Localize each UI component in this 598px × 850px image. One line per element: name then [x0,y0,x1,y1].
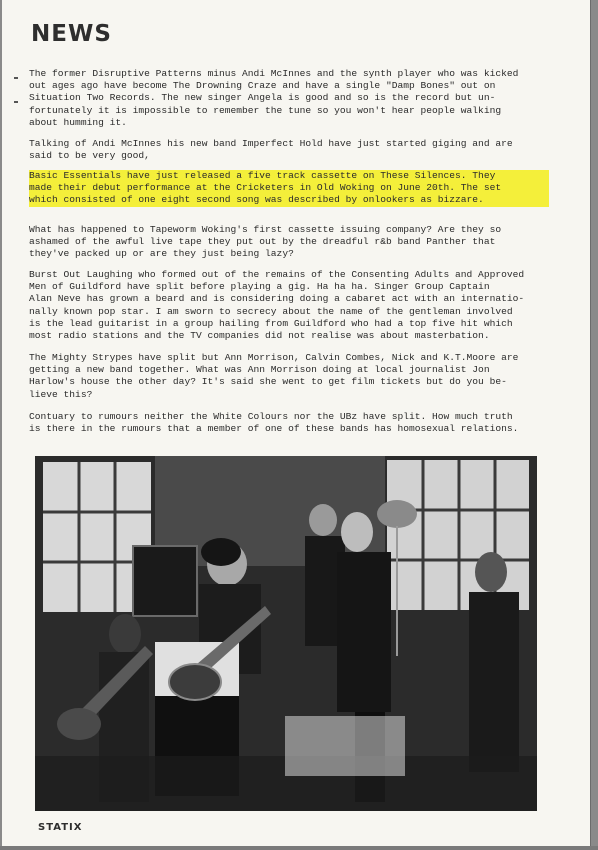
text-line: most radio stations and the TV companies did not realise was about masterbation. [29,330,490,342]
text-line: The Mighty Strypes have split but Ann Morrison, Calvin Combes, Nick and K.T.Moore are [29,352,519,363]
margin-mark [14,77,18,79]
text-line: nally known pop star. I am sworn to secrecy about the name of the gentleman involved [29,305,513,317]
magazine-name-footer: STATIX [38,822,83,833]
highlighted-line: which consisted of one eight second song was described by onlookers as bizzare. [29,194,549,206]
viewer-bottom-edge [0,846,598,850]
text-line: Burst Out Laughing who formed out of the remains of the Consenting Adults and Approved [29,269,525,280]
text-line: Harlow's house the other day? It's said she went to get film tickets but do you be- [29,376,507,388]
band-photo [35,456,537,811]
highlighted-line: Basic Essentials have just released a five track cassette on These Silences. They [29,170,549,182]
highlighted-line: made their debut performance at the Cricketers in Old Woking on June 20th. The set [29,182,549,194]
news-paragraph-6 [29,352,549,401]
news-paragraph-1 [29,68,549,129]
text-line: Alan Neve has grown a beard and is considering doing a cabaret act with an internatio- [29,293,525,305]
text-line: said to be very good, [29,150,150,162]
margin-mark [14,101,18,103]
text-line: fortunately it is impossible to remember the tune so you won't hear people walking [29,104,502,116]
text-line: Men of Guildford have split before playing a gig. Ha ha ha. Singer Group Captain [29,281,490,293]
text-line: What has happened to Tapeworm Woking's first cassette issuing company? Are they so [29,224,502,235]
text-line: is the lead guitarist in a group hailing from Guildford who had a top five hit which [29,317,513,329]
news-paragraph-7 [29,411,549,435]
text-line: getting a new band together. What was Ann Morrison doing at local journalist Jon [29,364,490,376]
text-line: out ages ago have become The Drowning Craze and have a single "Damp Bones" out on [29,80,496,92]
news-paragraph-2 [29,138,549,162]
magazine-page [2,0,591,846]
page-title: NEWS [31,21,112,47]
text-line: Situation Two Records. The new singer Angela is good and so is the record but un- [29,92,496,104]
news-paragraph-5 [29,269,549,342]
text-line: Talking of Andi McInnes his new band Imperfect Hold have just started giging and are [29,138,513,149]
text-line: The former Disruptive Patterns minus Andi McInnes and the synth player who was kicked [29,68,519,79]
text-line: ashamed of the awful live tape they put out by the dreadful r&b band Panther that [29,236,496,248]
news-paragraph-highlighted [29,170,549,207]
text-line: Contuary to rumours neither the White Colours nor the UBz have split. How much truth [29,411,513,422]
news-paragraph-4 [29,224,549,261]
text-line: about humming it. [29,116,127,128]
text-line: is there in the rumours that a member of one of these bands has homosexual relations. [29,423,519,435]
text-line: they've packed up or are they just being lazy? [29,248,294,260]
text-line: lieve this? [29,388,93,400]
